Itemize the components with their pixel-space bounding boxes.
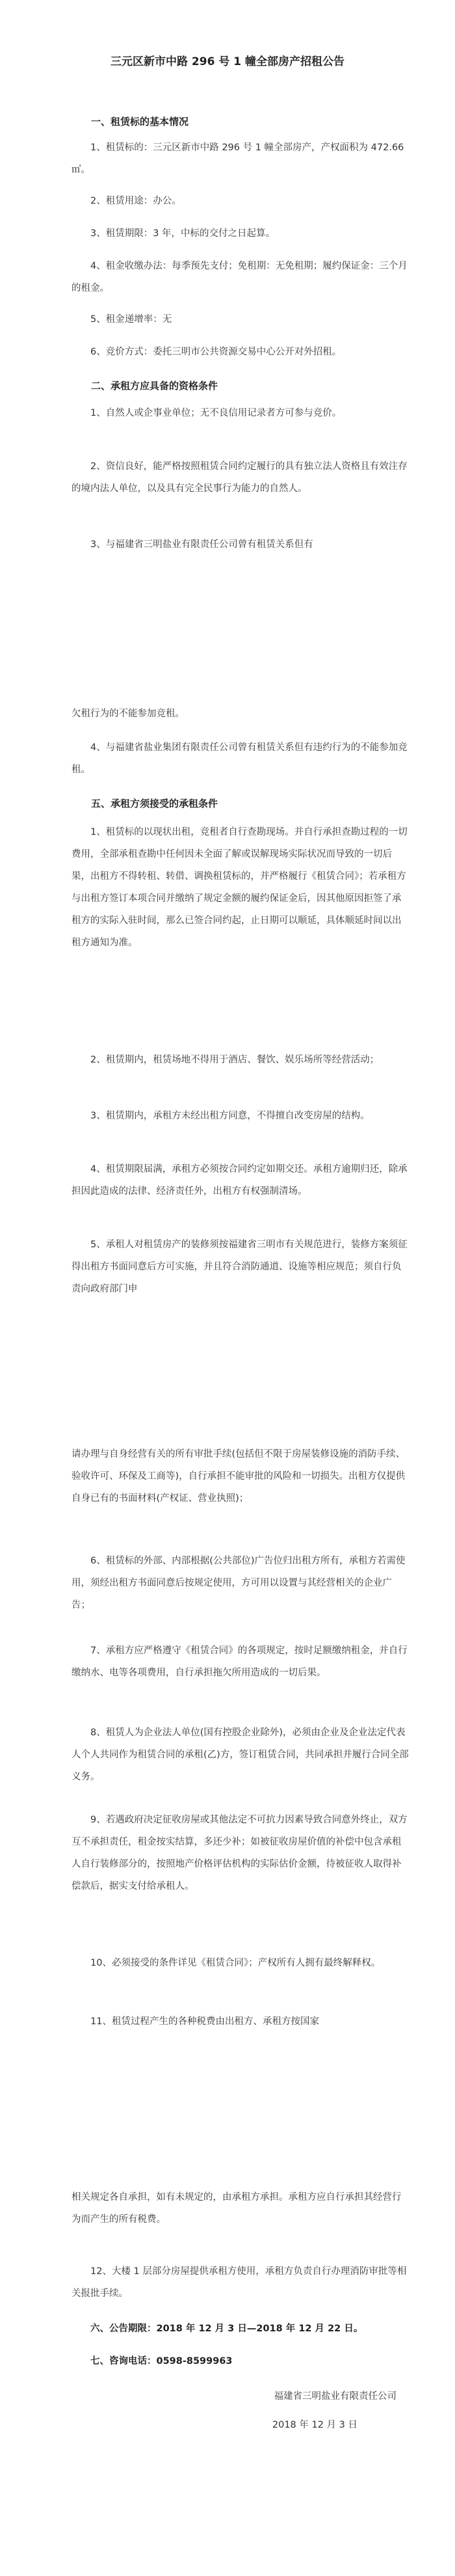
condition-2: 2、租赁期内，租赁场地不得用于酒店、餐饮、娱乐场所等经营活动； [90,1055,380,1065]
section-heading-basic-info: 一、租赁标的基本情况 [91,116,189,128]
condition-12: 12、大楼 1 层部分房屋提供承租方使用，承租方负责自行办理消防审批等相关报批手续。 [72,2266,407,2299]
item-rent-payment: 4、租金收缴办法：每季预先支付；免租期：无免租期；履约保证金：三个月的租金。 [72,261,408,293]
section-heading-lease-conditions: 五、承租方须接受的承租条件 [91,798,218,809]
signature-date: 2018 年 12 月 3 日 [272,2420,358,2430]
qualification-2: 2、资信良好，能严格按照租赁合同约定履行的具有独立法人资格且有效注存的境内法人单位，以及具有完全民事行为能力的自然人。 [72,461,408,494]
announcement-period: 六、公告期限：2018 年 12 月 3 日—2018 年 12 月 22 日。 [90,2324,363,2334]
condition-4: 4、租赁期限届满，承租方必须按合同约定如期交还。承租方逾期归还，除承担因此造成的法律、经济责任外，出租方有权强制清场。 [72,1164,408,1197]
condition-11-end: 相关规定各自承担，如有未规定的，由承租方承担。承租方应自行承担其经营行为而产生的所有税费。 [72,2192,402,2225]
qualification-3-end: 欠租行为的不能参加竞租。 [72,709,185,719]
condition-5-end: 请办理与自身经营有关的所有审批手续(包括但不限于房屋装修设施的消防手续、验收许可、环保及工商等)，自行承担不能审批的风险和一切损失。出租方仅提供自身已有的书面材料(产权证、营业执照)； [72,1449,406,1504]
signature-company: 福建省三明盐业有限责任公司 [274,2391,396,2402]
item-rental-use: 2、租赁用途：办公。 [90,196,181,206]
condition-9: 9、若遇政府决定征收房屋或其他法定不可抗力因素导致合同意外终止，双方互不承担责任，租金按实结算，多还少补；如被征收房屋价值的补偿中包含承租人自行装修部分的，按照地产价格评估机构的实际估价金额，待被征收人取得补偿款后，据实支付给承租人。 [72,1815,408,1891]
item-rental-term: 3、租赁期限：3 年，中标的交付之日起算。 [90,228,276,239]
contact-phone: 七、咨询电话：0598-8599963 [90,2356,233,2366]
qualification-1: 1、自然人或企事业单位；无不良信用记录者方可参与竞价。 [90,408,342,418]
condition-11-start: 11、租赁过程产生的各种税费由出租方、承租方按国家 [90,2016,319,2027]
page-title: 三元区新市中路 296 号 1 幢全部房产招租公告 [110,55,344,68]
section-heading-qualifications: 二、承租方应具备的资格条件 [91,380,218,392]
condition-6: 6、租赁标的外部、内部根据(公共部位)广告位归出租方所有，承租方若需使用，须经出租方书面同意后按规定使用，方可用以设置与其经营相关的企业广告； [72,1556,406,1610]
condition-3: 3、租赁期内，承租方未经出租方同意，不得擅自改变房屋的结构。 [90,1111,370,1121]
qualification-3-start: 3、与福建省三明盐业有限责任公司曾有租赁关系但有 [90,539,313,550]
condition-8: 8、租赁人为企业法人单位(国有控股企业除外)，必须由企业及企业法定代表人个人共同作为租赁合同的承租(乙)方，签订租赁合同，共同承担并履行合同全部义务。 [72,1728,409,1782]
item-rental-target: 1、租赁标的：三元区新市中路 296 号 1 幢全部房产，产权面积为 472.66㎡。 [72,142,404,175]
condition-10: 10、必须接受的条件详见《租赁合同》；产权所有人拥有最终解释权。 [90,1958,381,1968]
condition-5-start: 5、承租人对租赁房产的装修须按福建省三明市有关规范进行，装修方案须征得出租方书面同意后方可实施，并且符合消防通道、设施等相应规范；须自行负责向政府部门申 [72,1240,408,1294]
condition-7: 7、承租方应严格遵守《租赁合同》的各项规定，按时足额缴纳租金，并自行缴纳水、电等各项费用，自行承担拖欠所用造成的一切后果。 [72,1646,408,1678]
qualification-4: 4、与福建省盐业集团有限责任公司曾有租赁关系但有违约行为的不能参加竞租。 [72,742,408,775]
condition-1: 1、租赁标的以现状出租，竞租者自行查勘现场。并自行承担查勘过程的一切费用，全部承租查勘中任何因未全面了解或误解现场实际状况而导致的一切后果，出租方不得转租、转借、调换租赁标的，并严格履行《租赁合同》；若承租方与出租方签订本项合同并缴纳了规定金额的履约保证金后，因其他原因拒签了承租方的实际入驻时间，那么已签合同约起，止日期可以顺延，具体顺延时间以出租方通知为准。 [72,827,408,948]
item-bidding-method: 6、竞价方式：委托三明市公共资源交易中心公开对外招租。 [90,347,342,357]
item-rent-increase: 5、租金递增率：无 [90,314,172,325]
